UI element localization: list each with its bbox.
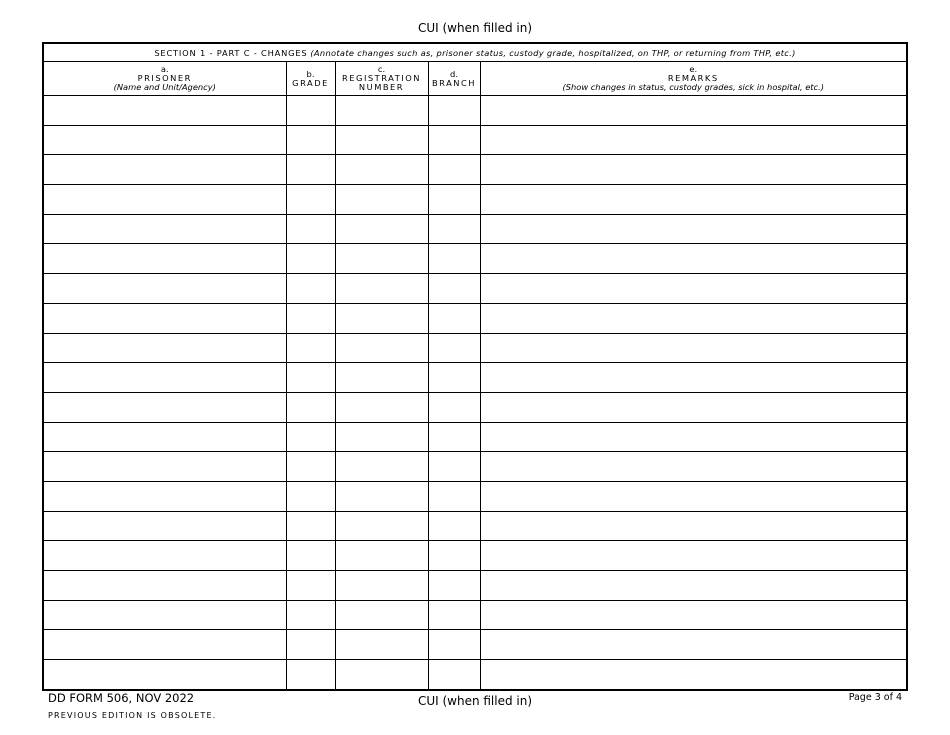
prisoner-cell[interactable]: [43, 422, 286, 452]
table-row: [43, 363, 907, 393]
remarks-cell[interactable]: [480, 244, 907, 274]
branch-cell[interactable]: [428, 630, 480, 660]
registration-number-cell[interactable]: [335, 155, 428, 185]
page-number: Page 3 of 4: [848, 692, 902, 703]
prisoner-cell[interactable]: [43, 185, 286, 215]
registration-number-cell[interactable]: [335, 452, 428, 482]
remarks-cell[interactable]: [480, 630, 907, 660]
table-row: [43, 155, 907, 185]
remarks-cell[interactable]: [480, 303, 907, 333]
branch-cell[interactable]: [428, 422, 480, 452]
prisoner-cell[interactable]: [43, 630, 286, 660]
registration-number-cell[interactable]: [335, 660, 428, 690]
table-row: [43, 274, 907, 304]
table-row: [43, 422, 907, 452]
table-row: [43, 541, 907, 571]
section-header: [43, 43, 907, 62]
prisoner-cell[interactable]: [43, 125, 286, 155]
prisoner-cell[interactable]: [43, 571, 286, 601]
branch-cell[interactable]: [428, 125, 480, 155]
branch-cell[interactable]: [428, 452, 480, 482]
remarks-cell[interactable]: [480, 571, 907, 601]
remarks-cell[interactable]: [480, 96, 907, 126]
registration-number-cell[interactable]: [335, 630, 428, 660]
grade-cell[interactable]: [286, 214, 335, 244]
prisoner-cell[interactable]: [43, 303, 286, 333]
branch-cell[interactable]: [428, 600, 480, 630]
column-letter: c.: [377, 64, 386, 74]
column-letter: a.: [160, 64, 169, 74]
prisoner-cell[interactable]: [43, 452, 286, 482]
branch-cell[interactable]: [428, 363, 480, 393]
remarks-cell[interactable]: [480, 660, 907, 690]
registration-number-cell[interactable]: [335, 541, 428, 571]
column-header-prisoner: [43, 62, 286, 96]
table-row: [43, 185, 907, 215]
remarks-cell[interactable]: [480, 214, 907, 244]
grade-cell[interactable]: [286, 96, 335, 126]
column-header-remarks: [480, 62, 907, 96]
grade-cell[interactable]: [286, 333, 335, 363]
branch-cell[interactable]: [428, 185, 480, 215]
grade-cell[interactable]: [286, 303, 335, 333]
registration-number-cell[interactable]: [335, 96, 428, 126]
grade-cell[interactable]: [286, 600, 335, 630]
remarks-cell[interactable]: [480, 541, 907, 571]
prisoner-cell[interactable]: [43, 511, 286, 541]
branch-cell[interactable]: [428, 303, 480, 333]
branch-cell[interactable]: [428, 481, 480, 511]
table-row: [43, 481, 907, 511]
branch-cell[interactable]: [428, 244, 480, 274]
branch-cell[interactable]: [428, 511, 480, 541]
prisoner-cell[interactable]: [43, 96, 286, 126]
prisoner-cell[interactable]: [43, 155, 286, 185]
branch-cell[interactable]: [428, 155, 480, 185]
column-title: PRISONER: [137, 73, 192, 83]
registration-number-cell[interactable]: [335, 571, 428, 601]
branch-cell[interactable]: [428, 214, 480, 244]
column-title: BRANCH: [431, 77, 477, 88]
cui-marking-top: CUI (when filled in): [417, 21, 533, 35]
remarks-cell[interactable]: [480, 185, 907, 215]
table-body: [43, 96, 907, 690]
column-title: REGISTRATION: [342, 73, 421, 83]
registration-number-cell[interactable]: [335, 244, 428, 274]
form-id: DD FORM 506, NOV 2022: [48, 691, 195, 705]
changes-table: [42, 42, 908, 691]
registration-number-cell[interactable]: [335, 214, 428, 244]
remarks-cell[interactable]: [480, 422, 907, 452]
remarks-cell[interactable]: [480, 274, 907, 304]
remarks-cell[interactable]: [480, 481, 907, 511]
table-row: [43, 660, 907, 690]
table-row: [43, 630, 907, 660]
table-row: [43, 214, 907, 244]
branch-cell[interactable]: [428, 333, 480, 363]
column-header-branch: [428, 62, 480, 96]
grade-cell[interactable]: [286, 244, 335, 274]
table-row: [43, 125, 907, 155]
grade-cell[interactable]: [286, 363, 335, 393]
grade-cell[interactable]: [286, 660, 335, 690]
registration-number-cell[interactable]: [335, 125, 428, 155]
registration-number-cell[interactable]: [335, 185, 428, 215]
table-row: [43, 244, 907, 274]
table-row: [43, 303, 907, 333]
column-letter: b.: [306, 68, 315, 79]
column-header-registration-number: [335, 62, 428, 96]
remarks-cell[interactable]: [480, 333, 907, 363]
grade-cell[interactable]: [286, 392, 335, 422]
prisoner-cell[interactable]: [43, 600, 286, 630]
section-title: SECTION 1 - PART C - CHANGES: [154, 47, 308, 58]
prisoner-cell[interactable]: [43, 214, 286, 244]
prisoner-cell[interactable]: [43, 244, 286, 274]
registration-number-cell[interactable]: [335, 511, 428, 541]
column-letter: d.: [450, 68, 458, 79]
prisoner-cell[interactable]: [43, 363, 286, 393]
prisoner-cell[interactable]: [43, 333, 286, 363]
column-header-row: [43, 62, 907, 96]
remarks-cell[interactable]: [480, 600, 907, 630]
registration-number-cell[interactable]: [335, 363, 428, 393]
grade-cell[interactable]: [286, 630, 335, 660]
table-row: [43, 571, 907, 601]
cui-marking-bottom: CUI (when filled in): [417, 694, 533, 708]
branch-cell[interactable]: [428, 274, 480, 304]
registration-number-cell[interactable]: [335, 303, 428, 333]
branch-cell[interactable]: [428, 392, 480, 422]
remarks-cell[interactable]: [480, 125, 907, 155]
previous-edition-note: PREVIOUS EDITION IS OBSOLETE.: [48, 711, 217, 720]
column-letter: e.: [689, 64, 698, 74]
column-title-2: NUMBER: [358, 82, 405, 92]
branch-cell[interactable]: [428, 96, 480, 126]
table-row: [43, 333, 907, 363]
registration-number-cell[interactable]: [335, 600, 428, 630]
column-title: GRADE: [292, 77, 329, 88]
grade-cell[interactable]: [286, 541, 335, 571]
column-title: REMARKS: [667, 73, 719, 83]
prisoner-cell[interactable]: [43, 541, 286, 571]
remarks-cell[interactable]: [480, 392, 907, 422]
table-row: [43, 600, 907, 630]
remarks-cell[interactable]: [480, 452, 907, 482]
grade-cell[interactable]: [286, 274, 335, 304]
remarks-cell[interactable]: [480, 363, 907, 393]
grade-cell[interactable]: [286, 452, 335, 482]
table-row: [43, 392, 907, 422]
registration-number-cell[interactable]: [335, 392, 428, 422]
grade-cell[interactable]: [286, 481, 335, 511]
branch-cell[interactable]: [428, 571, 480, 601]
prisoner-cell[interactable]: [43, 481, 286, 511]
branch-cell[interactable]: [428, 660, 480, 690]
table-row: [43, 452, 907, 482]
prisoner-cell[interactable]: [43, 660, 286, 690]
registration-number-cell[interactable]: [335, 333, 428, 363]
registration-number-cell[interactable]: [335, 422, 428, 452]
registration-number-cell[interactable]: [335, 274, 428, 304]
prisoner-cell[interactable]: [43, 274, 286, 304]
column-subtitle: (Show changes in status, custody grades, sick in hospital, etc.): [562, 82, 824, 92]
remarks-cell[interactable]: [480, 155, 907, 185]
table-row: [43, 96, 907, 126]
branch-cell[interactable]: [428, 541, 480, 571]
grade-cell[interactable]: [286, 422, 335, 452]
remarks-cell[interactable]: [480, 511, 907, 541]
prisoner-cell[interactable]: [43, 392, 286, 422]
grade-cell[interactable]: [286, 185, 335, 215]
grade-cell[interactable]: [286, 125, 335, 155]
grade-cell[interactable]: [286, 511, 335, 541]
table-row: [43, 511, 907, 541]
registration-number-cell[interactable]: [335, 481, 428, 511]
grade-cell[interactable]: [286, 571, 335, 601]
column-subtitle: (Name and Unit/Agency): [113, 82, 216, 92]
column-header-grade: [286, 62, 335, 96]
section-note: (Annotate changes such as, prisoner status, custody grade, hospitalized, on THP, or returning from THP, etc.): [310, 47, 796, 58]
grade-cell[interactable]: [286, 155, 335, 185]
